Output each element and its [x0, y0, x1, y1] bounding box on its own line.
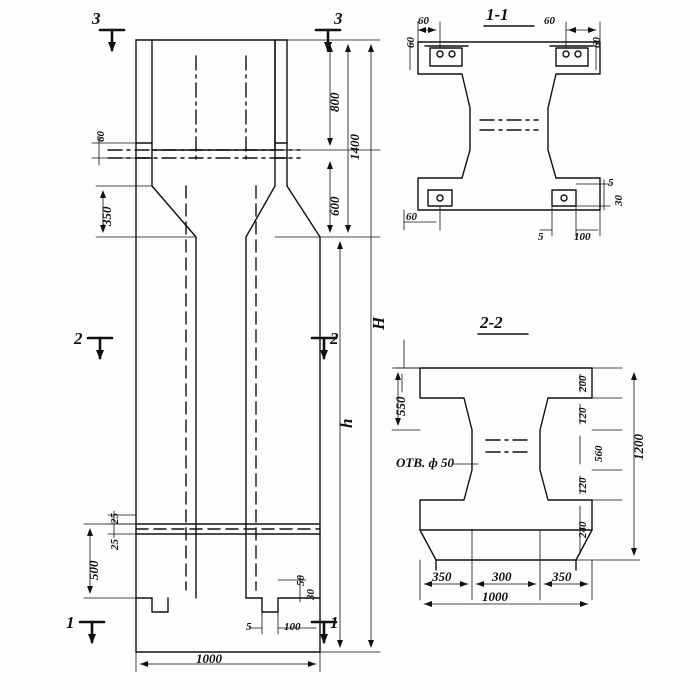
dim-600: 600	[327, 196, 342, 216]
s22-dim-560: 560	[593, 445, 605, 462]
s11-dim-60-bottom-left: 60	[406, 211, 417, 223]
dim-h: h	[337, 418, 356, 428]
dim-500: 500	[86, 560, 101, 580]
s11-dim-60-left-vert: 60	[405, 37, 417, 48]
section-mark-1-left: 1	[66, 613, 75, 632]
section-title-1-1: 1-1	[486, 5, 509, 24]
s22-dim-120-bottom: 120	[577, 477, 589, 494]
s11-dim-5-right: 5	[608, 177, 614, 189]
s22-dim-300: 300	[492, 569, 512, 584]
dim-60-console: 60	[95, 131, 107, 142]
s22-dim-1200: 1200	[631, 434, 646, 460]
s11-dim-60-right-top: 60	[544, 15, 555, 27]
dim-5-bottom: 5	[246, 621, 252, 633]
s11-dim-60-left-top: 60	[418, 15, 429, 27]
dim-25-a: 25	[109, 513, 121, 524]
s22-dim-350-right: 350	[552, 569, 572, 584]
dim-100-bottom: 100	[284, 621, 301, 633]
s22-dim-240: 240	[577, 521, 589, 538]
s22-dim-550: 550	[393, 396, 408, 416]
s22-dim-350-left: 350	[432, 569, 452, 584]
s11-dim-60-right-vert: 60	[591, 37, 603, 48]
section-mark-3-left: 3	[92, 9, 101, 28]
s22-dim-120-top: 120	[577, 407, 589, 424]
dim-25-b: 25	[109, 539, 121, 550]
s11-dim-30-right: 30	[613, 195, 625, 206]
s22-dim-1000: 1000	[482, 589, 508, 604]
section-mark-1-right: 1	[330, 613, 339, 632]
s11-dim-5-bottom: 5	[538, 231, 544, 243]
dim-H: H	[369, 316, 388, 330]
section-mark-3-right: 3	[334, 9, 343, 28]
section-mark-2-left: 2	[74, 329, 83, 348]
dim-350: 350	[99, 206, 114, 226]
dim-30-bottom: 30	[305, 589, 317, 600]
s11-dim-100-bottom: 100	[574, 231, 591, 243]
dim-800: 800	[327, 92, 342, 112]
dim-1400: 1400	[347, 134, 362, 160]
section-title-2-2: 2-2	[480, 313, 503, 332]
s22-dim-200: 200	[577, 375, 589, 392]
dim-50-bottom: 50	[295, 575, 307, 586]
dim-1000-bottom: 1000	[196, 651, 222, 666]
section-mark-2-right: 2	[330, 329, 339, 348]
s22-note-hole: ОТВ. ф 50	[396, 455, 455, 470]
